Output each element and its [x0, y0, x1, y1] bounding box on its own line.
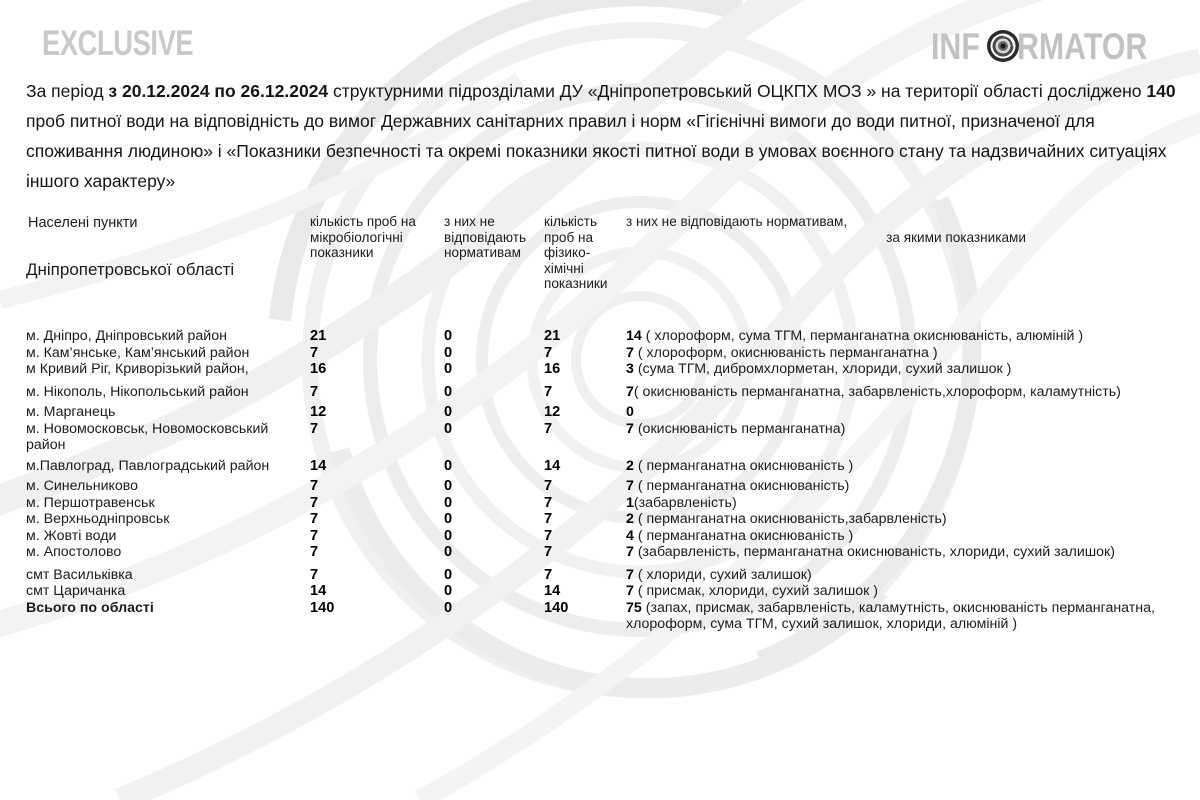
cell-failed-indicator-list: ( перманганатна окиснюваність,забарвленість) [633, 511, 947, 527]
column-header-indicators-line1: з них не відповідають нормативам, [626, 214, 848, 229]
cell-failed-count: 14 [626, 328, 642, 344]
cell-failed-indicators [626, 328, 1186, 345]
cell-physchem-count: 14 [544, 457, 561, 474]
cell-failed-indicator-list: ( хлориди, сухий залишок) [633, 566, 812, 583]
cell-failed-indicator-list: ( перманганатна окиснюваність ) [633, 527, 854, 544]
table-row [26, 384, 1186, 401]
page-header [0, 0, 1200, 67]
cell-settlement-name: м. Верхньодніпровськ [26, 511, 170, 527]
cell-settlement-name: м. Новомосковськ, Новомосковський район [26, 420, 269, 453]
cell-failed-count: 7 [626, 583, 634, 599]
table-row [26, 421, 1186, 454]
intro-sample-count: 140 [1146, 81, 1176, 101]
cell-failed-count: 7 [626, 383, 634, 400]
cell-micro-noncompliant: 0 [444, 383, 453, 400]
table-row [26, 345, 1186, 362]
intro-period: з 20.12.2024 по 26.12.2024 [108, 81, 329, 101]
cell-micro-noncompliant: 0 [444, 420, 453, 437]
brand-text-prefix: INF [931, 25, 981, 67]
cell-micro-noncompliant: 0 [444, 404, 453, 420]
cell-failed-indicator-list: (окиснюваність перманганатна) [633, 420, 846, 437]
cell-settlement-name: смт Васильківка [26, 566, 133, 583]
cell-micro-noncompliant: 0 [444, 599, 453, 616]
table-row [26, 478, 1186, 495]
cell-micro-count: 140 [310, 599, 335, 616]
cell-micro-count: 7 [310, 344, 319, 361]
table-row [26, 458, 1186, 475]
cell-micro-count: 12 [310, 404, 327, 420]
cell-physchem-count: 7 [544, 544, 553, 560]
table-row [26, 361, 1186, 378]
cell-settlement-name: м. Нікополь, Нікопольський район [26, 383, 249, 400]
cell-physchem-count: 7 [544, 527, 553, 544]
cell-micro-noncompliant: 0 [444, 478, 453, 494]
cell-settlement-name: м. Синельниково [26, 478, 139, 494]
cell-failed-count: 7 [626, 566, 634, 583]
column-header-micro-samples: кількість проб на мікробіологічні показники [310, 214, 416, 261]
table-row [26, 583, 1186, 600]
cell-failed-indicators [626, 384, 1186, 401]
brand-text-suffix: RMATOR [1017, 25, 1148, 67]
table-row [26, 495, 1186, 512]
cell-physchem-count: 140 [544, 599, 569, 616]
cell-failed-indicator-list: (забарвленість) [633, 494, 737, 511]
cell-micro-count: 7 [310, 511, 319, 527]
cell-physchem-count: 7 [544, 478, 553, 494]
cell-failed-indicators [626, 361, 1186, 378]
cell-failed-indicator-list: ( перманганатна окиснюваність) [633, 478, 850, 494]
cell-micro-count: 14 [310, 457, 327, 474]
cell-failed-count: 7 [626, 420, 634, 437]
column-header-physchem-samples: кількість проб на фізико-хімічні показники [544, 214, 608, 292]
cell-failed-indicator-list: (сума ТГМ, дибромхлорметан, хлориди, сухий залишок ) [633, 361, 1012, 377]
exclusive-badge: EXCLUSIVE [42, 24, 194, 63]
cell-failed-indicators [626, 345, 1186, 362]
cell-physchem-count: 21 [544, 328, 561, 344]
cell-failed-count: 3 [626, 361, 634, 377]
column-header-settlements: Населені пункти [28, 215, 138, 231]
cell-failed-indicators [626, 583, 1186, 600]
cell-micro-noncompliant: 0 [444, 527, 453, 544]
cell-settlement-name: м. Кам’янське, Кам’янський район [26, 344, 250, 361]
cell-settlement-name: м Кривий Ріг, Криворізький район, [26, 361, 249, 377]
cell-failed-count: 1 [626, 494, 634, 511]
cell-failed-indicator-list: (забарвленість, перманганатна окиснюваність, хлориди, сухий залишок) [633, 544, 1115, 560]
intro-paragraph [26, 76, 1186, 196]
cell-failed-indicators [626, 478, 1186, 495]
cell-micro-count: 7 [310, 566, 319, 583]
cell-micro-count: 7 [310, 383, 319, 400]
cell-physchem-count: 7 [544, 420, 553, 437]
table-body [26, 328, 1186, 633]
cell-micro-noncompliant: 0 [444, 583, 453, 599]
cell-failed-indicator-list: ( хлороформ, окиснюваність перманганатна ) [633, 344, 938, 361]
cell-physchem-count: 16 [544, 361, 561, 377]
table-region-title: Дніпропетровської області [26, 260, 235, 279]
cell-micro-noncompliant: 0 [444, 328, 453, 344]
intro-middle-1: структурними підрозділами ДУ «Дніпропетровський ОЦКПХ МОЗ » на території області досліджено [328, 81, 1147, 101]
cell-settlement-name: смт Царичанка [26, 583, 126, 599]
cell-micro-count: 16 [310, 361, 327, 377]
cell-failed-count: 2 [626, 457, 634, 474]
cell-failed-indicators [626, 528, 1186, 545]
cell-failed-count: 0 [626, 404, 634, 420]
cell-physchem-count: 7 [544, 566, 553, 583]
cell-micro-count: 7 [310, 494, 319, 511]
cell-micro-noncompliant: 0 [444, 494, 453, 511]
cell-failed-indicator-list: (запах, присмак, забарвленість, каламутність, окиснюваність перманганатна, хлороформ, сума ТГМ, сухий залишок, хлориди, алюміній ) [626, 599, 1155, 632]
cell-failed-count: 7 [626, 344, 634, 361]
cell-micro-count: 14 [310, 583, 327, 599]
cell-physchem-count: 14 [544, 583, 561, 599]
table-header [26, 214, 1186, 306]
cell-failed-indicators [626, 404, 1186, 421]
cell-settlement-name: м. Марганець [26, 404, 116, 420]
table-row [26, 511, 1186, 528]
cell-micro-count: 21 [310, 328, 327, 344]
cell-failed-indicator-list: ( окиснюваність перманганатна, забарвленість,хлороформ, каламутність) [633, 383, 1121, 400]
table-row [26, 528, 1186, 545]
cell-settlement-name: м. Жовті води [26, 527, 117, 544]
table-row [26, 567, 1186, 584]
cell-micro-noncompliant: 0 [444, 361, 453, 377]
cell-failed-count: 4 [626, 527, 634, 544]
cell-failed-count: 2 [626, 511, 634, 527]
cell-failed-count: 7 [626, 544, 634, 560]
cell-micro-count: 7 [310, 544, 319, 560]
cell-micro-noncompliant: 0 [444, 511, 453, 527]
cell-settlement-name: м. Апостолово [26, 544, 122, 560]
cell-failed-indicators [626, 567, 1186, 584]
cell-failed-indicators [626, 544, 1186, 561]
cell-settlement-name: м.Павлоград, Павлоградський район [26, 457, 270, 474]
cell-settlement-name: м. Дніпро, Дніпровський район [26, 328, 227, 344]
informator-logo [931, 26, 1176, 66]
cell-failed-count: 7 [626, 478, 634, 494]
cell-failed-indicator-list: ( хлороформ, сума ТГМ, перманганатна окиснюваність, алюміній ) [641, 328, 1084, 344]
table-row [26, 544, 1186, 561]
column-header-indicators [626, 214, 1026, 245]
intro-prefix: За період [26, 81, 109, 101]
cell-failed-indicators [626, 600, 1186, 633]
cell-failed-indicators [626, 511, 1186, 528]
intro-middle-2: проб питної води на відповідність до вимог Державних санітарних правил і норм «Гігієнічні вимоги до води питної, призначеної для споживання людиною» і «Показники безпечності та окремі показники якості питної води в умовах воєнного стану та надзвичайних ситуаціях іншого характеру» [26, 111, 1167, 191]
cell-failed-count: 75 [626, 599, 642, 616]
cell-failed-indicator-list: ( перманганатна окиснюваність ) [633, 457, 854, 474]
cell-physchem-count: 7 [544, 344, 553, 361]
cell-physchem-count: 12 [544, 404, 561, 420]
cell-failed-indicators [626, 495, 1186, 512]
eye-spiral-icon [986, 29, 1020, 63]
column-header-micro-noncompliant: з них не відповідають нормативам [444, 214, 527, 261]
cell-physchem-count: 7 [544, 383, 553, 400]
cell-failed-indicator-list: ( присмак, хлориди, сухий залишок ) [633, 583, 878, 599]
cell-micro-noncompliant: 0 [444, 344, 453, 361]
column-header-indicators-line2: за якими показниками [886, 229, 1026, 245]
cell-micro-count: 7 [310, 420, 319, 437]
cell-physchem-count: 7 [544, 494, 553, 511]
table-row [26, 600, 1186, 633]
table-row [26, 328, 1186, 345]
cell-settlement-name: Всього по області [26, 599, 154, 616]
cell-micro-count: 7 [310, 527, 319, 544]
water-quality-table [26, 214, 1186, 633]
cell-failed-indicators [626, 421, 1186, 438]
cell-physchem-count: 7 [544, 511, 553, 527]
cell-micro-count: 7 [310, 478, 319, 494]
table-row [26, 404, 1186, 421]
cell-failed-indicators [626, 458, 1186, 475]
cell-settlement-name: м. Першотравенськ [26, 494, 155, 511]
cell-micro-noncompliant: 0 [444, 457, 453, 474]
cell-micro-noncompliant: 0 [444, 544, 453, 560]
cell-micro-noncompliant: 0 [444, 566, 453, 583]
